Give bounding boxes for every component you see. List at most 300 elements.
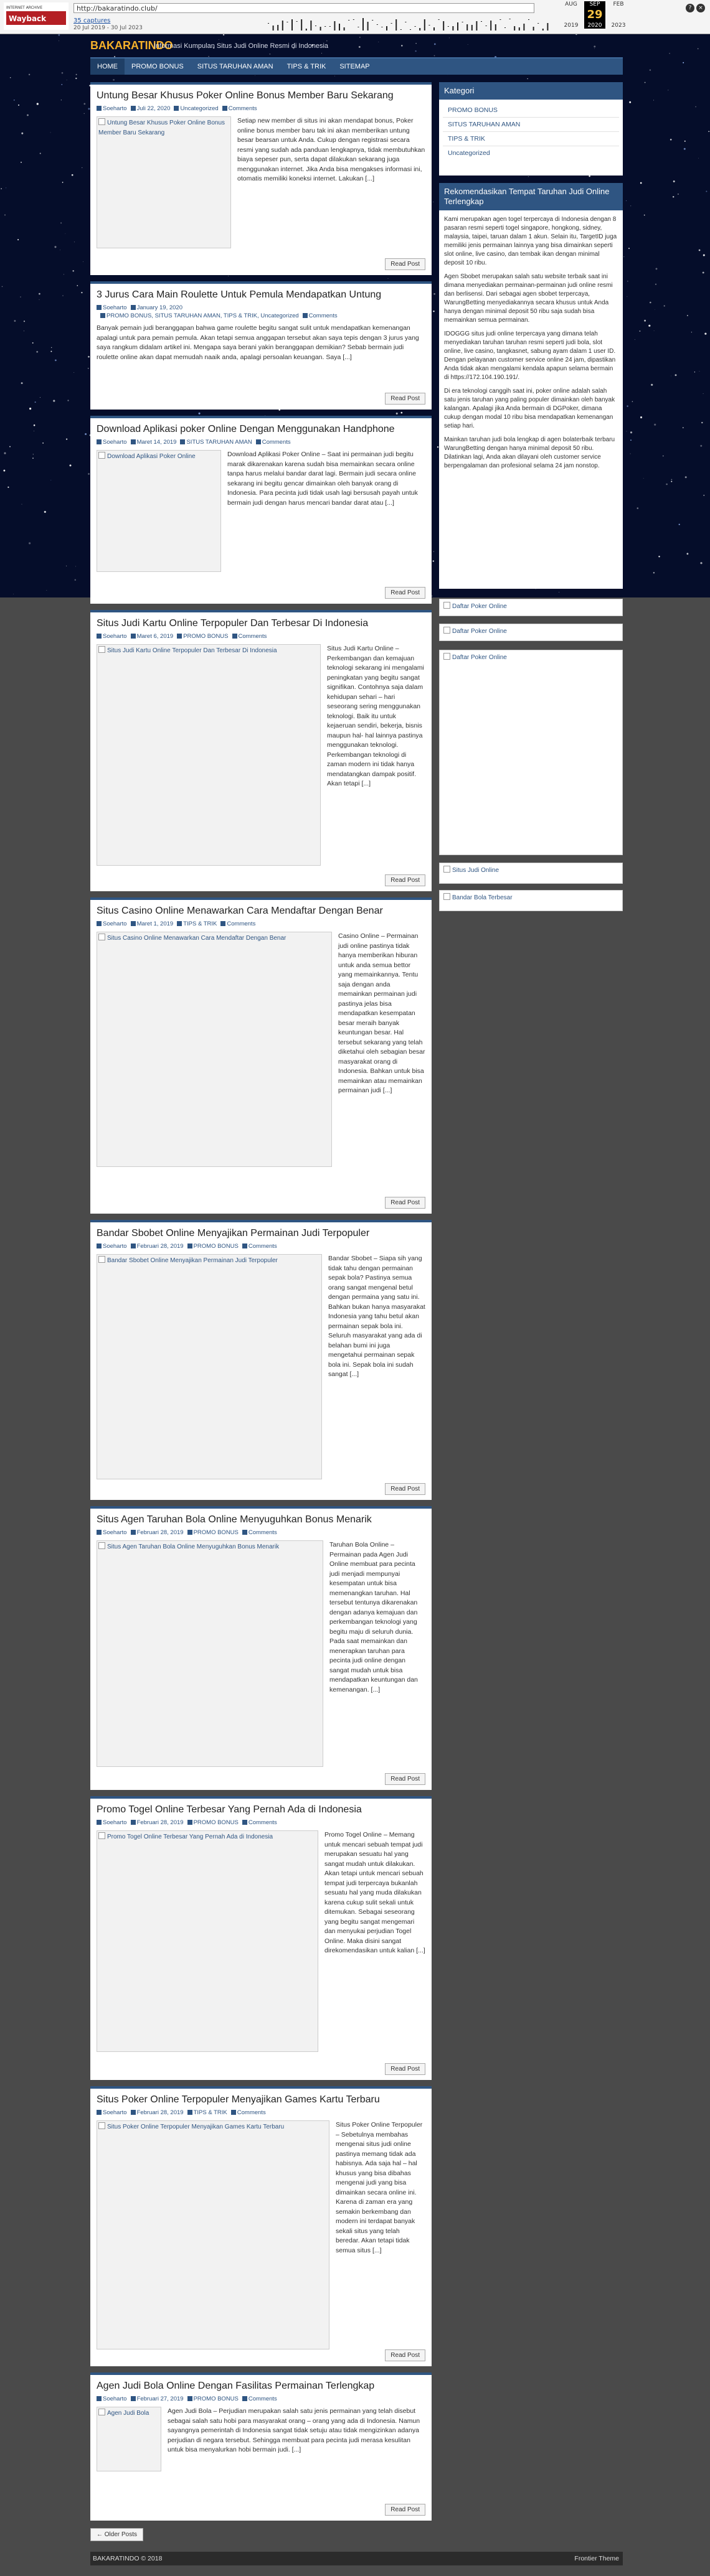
- star: [654, 330, 655, 331]
- broken-image-icon: [443, 866, 450, 873]
- post-thumbnail[interactable]: Situs Casino Online Menawarkan Cara Mendaftar Dengan Benar: [97, 932, 332, 1167]
- star: [62, 295, 63, 296]
- post-title[interactable]: Promo Togel Online Terbesar Yang Pernah Ada di Indonesia: [97, 1804, 362, 1815]
- post-comments[interactable]: Comments: [262, 439, 291, 446]
- post-body: [97, 932, 425, 1096]
- post-title[interactable]: Agen Judi Bola Online Dengan Fasilitas Permainan Terlengkap: [97, 2381, 375, 2391]
- post-author[interactable]: Soeharto: [103, 105, 127, 112]
- site-title[interactable]: BAKARATINDO: [90, 39, 173, 52]
- post-comments[interactable]: Comments: [308, 312, 338, 319]
- post-thumbnail[interactable]: Download Aplikasi Poker Online: [97, 450, 221, 572]
- banner-situs-judi-online[interactable]: Situs Judi Online: [439, 863, 623, 884]
- author-icon: [97, 634, 102, 639]
- post-card: [90, 1220, 432, 1500]
- post-date[interactable]: January 19, 2020: [136, 304, 182, 311]
- post-author[interactable]: Soeharto: [103, 1529, 127, 1536]
- read-more-button[interactable]: Read Post: [385, 258, 425, 270]
- star: [673, 180, 675, 182]
- post-date[interactable]: Februari 28, 2019: [136, 2109, 184, 2116]
- star: [703, 254, 705, 256]
- star: [73, 372, 74, 373]
- capture-bar: [490, 21, 491, 30]
- comment-icon: [232, 634, 237, 639]
- category-link-situs-taruhan-aman[interactable]: SITUS TARUHAN AMAN: [443, 118, 619, 132]
- star: [658, 556, 660, 557]
- post-author[interactable]: Soeharto: [103, 920, 127, 927]
- star: [651, 384, 653, 386]
- post-comments[interactable]: Comments: [228, 105, 257, 112]
- broken-image-icon: [443, 893, 450, 900]
- post-excerpt: Bandar Sbobet – Siapa sih yang tidak tahu dengan permainan sepak bola? Pastinya semua orang sangat mengenal betul dengan permaina yang satu ini. Bahkan bukan hanya masyarakat Indonesia yang tahu betul akan permainan sepak bola ini. Seluruh masyarakat yang ada di belahan bumi ini juga mengetahui permainan sepak bola ini. Sepak bola ini sudah sangat [...]: [328, 1255, 425, 1378]
- capture-bar: [377, 24, 378, 25]
- star: [703, 272, 704, 274]
- post-date[interactable]: Februari 28, 2019: [136, 1243, 184, 1250]
- star: [644, 320, 646, 322]
- capture-bar: [277, 25, 278, 30]
- star: [669, 53, 670, 54]
- star: [433, 293, 435, 295]
- post-excerpt: Banyak pemain judi beranggapan bahwa game roulette begitu sangat sulit untuk mendapatkan kemenangan apalagi untuk para pemain pemula. Akan tetapi semua anggapan tersebut akan saya tepis dengan 3 jurus yang saya rangkum didalam artikel ini. Mengapa saya berani yakin beranggapan demikian? Sebab bermain judi roulette online akan dapat memudah naaik anda, apalagi persoalan keuangan. Saya [...]: [97, 324, 419, 361]
- older-posts-button[interactable]: ← Older Posts: [90, 2528, 143, 2541]
- capture-bar: [471, 25, 473, 30]
- post-categories[interactable]: PROMO BONUS: [193, 1529, 239, 1536]
- category-link-promo-bonus[interactable]: PROMO BONUS: [443, 103, 619, 118]
- post-author[interactable]: Soeharto: [103, 2109, 127, 2116]
- post-author[interactable]: Soeharto: [103, 439, 127, 446]
- capture-bar: [372, 20, 373, 21]
- post-date[interactable]: Februari 27, 2019: [136, 2396, 184, 2402]
- star: [700, 562, 702, 564]
- capture-bar: [481, 21, 482, 22]
- post-title[interactable]: Situs Poker Online Terpopuler Menyajikan Games Kartu Terbaru: [97, 2094, 380, 2105]
- post-title[interactable]: Bandar Sbobet Online Menyajikan Permainan Judi Terpopuler: [97, 1228, 370, 1239]
- wayback-toolbar: [0, 0, 710, 34]
- post-card: [90, 281, 432, 410]
- star: [434, 55, 435, 57]
- star: [629, 101, 631, 103]
- post-excerpt: Setiap new member di situs ini akan mendapat bonus, Poker online bonus member baru tak ini akan memberikan untung besar bearsan untuk Anda. Cukup dengan registrasi secara resmi yang sudah ada panduan lengkapnya, tidak membutuhkan biaya sepeser pun, serta dapat dilakukan sekarang juga menggunakan internet. Jika Anda bisa mengakses informasi ini, otomatis memiliki koneksi internet. Lakukan [...]: [237, 117, 425, 182]
- author-icon: [97, 1244, 102, 1248]
- nav-home[interactable]: HOME: [90, 59, 125, 75]
- star: [58, 34, 60, 36]
- post-body: [97, 1540, 425, 1695]
- post-thumbnail[interactable]: Agen Judi Bola: [97, 2407, 161, 2471]
- post-comments[interactable]: Comments: [248, 2396, 277, 2402]
- capture-bar: [428, 25, 430, 26]
- capture-bar: [452, 26, 453, 30]
- capture-bar: [499, 19, 501, 20]
- star: [55, 360, 57, 362]
- author-icon: [97, 921, 102, 926]
- nav-promo-bonus[interactable]: PROMO BONUS: [131, 63, 184, 70]
- capture-bar: [433, 27, 435, 30]
- star: [39, 293, 40, 295]
- star: [88, 368, 89, 369]
- star: [39, 299, 40, 300]
- author-icon: [97, 305, 102, 310]
- star: [32, 457, 34, 459]
- star: [3, 470, 5, 472]
- star: [703, 393, 704, 394]
- capture-bar: [415, 26, 416, 27]
- star: [4, 452, 6, 454]
- post-categories[interactable]: PROMO BONUS, SITUS TARUHAN AMAN, TIPS & TRIK, Uncategorized: [107, 312, 299, 319]
- star: [437, 446, 438, 447]
- post-title[interactable]: Untung Besar Khusus Poker Online Bonus Member Baru Sekarang: [97, 90, 394, 101]
- banner-daftar-poker-online[interactable]: Daftar Poker Online: [439, 599, 623, 616]
- post-categories[interactable]: PROMO BONUS: [193, 1819, 239, 1826]
- star: [675, 374, 677, 376]
- star: [671, 479, 673, 480]
- comment-icon: [256, 439, 261, 444]
- banner-bandar-bola-terbesar[interactable]: Bandar Bola Terbesar: [439, 890, 623, 911]
- post-categories[interactable]: PROMO BONUS: [193, 2396, 239, 2402]
- post-thumbnail[interactable]: Situs Agen Taruhan Bola Online Menyuguhkan Bonus Menarik: [97, 1540, 323, 1767]
- post-meta: [97, 2395, 425, 2403]
- post-comments[interactable]: Comments: [248, 1243, 277, 1250]
- capture-bar: [419, 28, 420, 30]
- folder-icon: [187, 1820, 192, 1825]
- post-comments[interactable]: Comments: [237, 2109, 266, 2116]
- read-more-button[interactable]: Read Post: [385, 2349, 425, 2361]
- post-title[interactable]: Download Aplikasi poker Online Dengan Menggunakan Handphone: [97, 424, 395, 434]
- star: [433, 551, 434, 552]
- calendar-icon: [131, 1244, 136, 1248]
- nav-tips-trik[interactable]: TIPS & TRIK: [286, 63, 326, 70]
- star: [687, 315, 688, 316]
- post-categories[interactable]: TIPS & TRIK: [183, 920, 217, 927]
- star: [639, 330, 640, 332]
- star: [654, 424, 656, 426]
- star: [699, 250, 701, 251]
- post-author[interactable]: Soeharto: [103, 633, 127, 640]
- post-thumbnail[interactable]: Situs Poker Online Terpopuler Menyajikan Games Kartu Terbaru: [97, 2120, 329, 2349]
- post-card: [90, 1796, 432, 2080]
- post-comments[interactable]: Comments: [248, 1819, 277, 1826]
- post-author[interactable]: Soeharto: [103, 2396, 127, 2402]
- post-categories[interactable]: PROMO BONUS: [193, 1243, 239, 1250]
- capture-bar: [547, 23, 548, 30]
- star: [29, 408, 31, 410]
- post-date[interactable]: Maret 6, 2019: [136, 633, 174, 640]
- star: [527, 78, 528, 79]
- post-date[interactable]: Juli 22, 2020: [136, 105, 171, 112]
- recommendation-text: Mainkan taruhan judi bola lengkap di agen bolaterbaik terbaru WarungBetting dengan hanya minimal deposit 50 ribu. Dilatinkan lagi, Anda akan dilayani oleh customer service berpengalaman dan profesional selama 24 jam nonstop.: [444, 436, 615, 469]
- capture-bar: [519, 27, 520, 30]
- post-comments[interactable]: Comments: [248, 1529, 277, 1536]
- star: [640, 416, 642, 418]
- read-more-button[interactable]: Read Post: [385, 393, 425, 405]
- capture-bar: [296, 21, 298, 22]
- comment-icon: [220, 921, 225, 926]
- star: [683, 62, 684, 63]
- post-author[interactable]: Soeharto: [103, 1819, 127, 1826]
- post-card: [90, 2086, 432, 2366]
- star: [7, 487, 9, 488]
- post-date[interactable]: Maret 14, 2019: [136, 439, 177, 446]
- star: [632, 401, 633, 402]
- broken-image-icon: [98, 452, 105, 459]
- folder-icon: [180, 439, 185, 444]
- calendar-icon: [131, 2396, 136, 2401]
- star: [684, 148, 686, 150]
- star: [9, 446, 11, 447]
- capture-bar: [334, 21, 335, 30]
- capture-bar: [537, 23, 539, 24]
- capture-bar: [310, 21, 311, 30]
- star: [18, 105, 19, 106]
- star: [21, 504, 22, 505]
- capture-bar: [457, 22, 458, 30]
- star: [643, 478, 644, 479]
- post-body: [97, 2407, 425, 2455]
- post-excerpt: Casino Online – Permainan judi online pastinya tidak hanya memberikan hiburan untuk anda semua bettor yang memainkannya. Tentu saja dengan anda memainkan permainan judi pastinya jelas bisa mendapatkan kesempatan besar meraih banyak keuntungan besar. Hal tersebut sekarang yang telah diketahui oleh sebagian besar masyarakat orang di Indonesia. Bahkan untuk bisa memainkan atau memainkan permainan judi [...]: [338, 932, 425, 1094]
- star: [630, 205, 631, 206]
- month-prev[interactable]: AUG 2019: [564, 1, 579, 29]
- capture-bar: [301, 19, 302, 30]
- post-comments[interactable]: Comments: [238, 633, 267, 640]
- post-date[interactable]: Februari 28, 2019: [136, 1819, 184, 1826]
- capture-bar: [424, 19, 425, 30]
- capture-bar: [291, 19, 293, 30]
- star: [44, 511, 46, 513]
- folder-icon: [187, 2110, 192, 2115]
- site-footer: [90, 2552, 623, 2565]
- star: [223, 34, 224, 35]
- author-icon: [97, 439, 102, 444]
- post-meta: [97, 304, 425, 320]
- star: [684, 141, 686, 142]
- star: [62, 182, 64, 183]
- post-date[interactable]: Februari 28, 2019: [136, 1529, 184, 1536]
- post-comments[interactable]: Comments: [227, 920, 256, 927]
- star: [698, 48, 699, 49]
- month-current: SEP 29 2020: [584, 1, 605, 29]
- star: [627, 296, 628, 297]
- star: [83, 103, 85, 105]
- post-categories[interactable]: SITUS TARUHAN AMAN: [186, 439, 252, 446]
- category-link-uncategorized[interactable]: Uncategorized: [448, 149, 490, 157]
- star: [4, 214, 6, 215]
- read-more-button[interactable]: Read Post: [385, 2063, 425, 2075]
- star: [695, 106, 696, 108]
- post-thumbnail[interactable]: Untung Besar Khusus Poker Online Bonus Member Baru Sekarang: [97, 116, 231, 248]
- broken-image-icon: [98, 1542, 105, 1549]
- star: [72, 270, 74, 272]
- star: [627, 405, 628, 406]
- post-meta: [97, 1529, 425, 1537]
- author-icon: [97, 1530, 102, 1535]
- star: [50, 351, 52, 352]
- post-title[interactable]: Situs Casino Online Menawarkan Cara Mendaftar Dengan Benar: [97, 906, 383, 916]
- capture-bar: [514, 26, 515, 30]
- star: [648, 325, 650, 327]
- star: [528, 176, 529, 177]
- read-more-button[interactable]: Read Post: [385, 1483, 425, 1495]
- post-title[interactable]: 3 Jurus Cara Main Roulette Untuk Pemula Mendapatkan Untung: [97, 289, 382, 300]
- star: [698, 158, 699, 159]
- star: [433, 560, 434, 561]
- capture-bar: [395, 19, 397, 30]
- capture-bar: [410, 29, 411, 30]
- star: [74, 241, 75, 242]
- calendar-icon: [131, 921, 136, 926]
- nav-situs-taruhan-aman[interactable]: SITUS TARUHAN AMAN: [197, 63, 273, 70]
- post-categories[interactable]: PROMO BONUS: [183, 633, 229, 640]
- calendar-icon: [131, 106, 136, 111]
- capture-bar: [282, 21, 283, 30]
- post-excerpt: Download Aplikasi Poker Online – Saat ini permainan judi begitu marak dikarenakan karena sudah bisa memainkan secara online tanpa harus melalui bandar darat lagi. Bermain judi secara online sekarang ini begitu gencar dimainkan oleh banyak orang di Indonesia. Para pecinta judi tidak usah lagi bersusah payah untuk bermain judi dengan harus mencari bandar darat atau [...]: [227, 451, 418, 507]
- banner-daftar-poker-online[interactable]: Daftar Poker Online: [439, 650, 623, 855]
- recommendation-widget: [439, 183, 623, 589]
- star: [75, 579, 77, 581]
- capture-sparkline[interactable]: [268, 17, 554, 30]
- calendar-icon: [131, 1530, 136, 1535]
- star: [37, 103, 39, 105]
- star: [62, 72, 64, 74]
- author-icon: [97, 1820, 102, 1825]
- star: [396, 413, 398, 415]
- post-thumbnail[interactable]: Situs Judi Kartu Online Terpopuler Dan Terbesar Di Indonesia: [97, 644, 321, 866]
- star: [34, 424, 36, 426]
- star: [199, 413, 201, 415]
- star: [400, 412, 402, 414]
- post-meta: [97, 632, 425, 640]
- capture-bar: [362, 18, 364, 30]
- star: [77, 285, 78, 286]
- star: [656, 268, 658, 269]
- post-meta: [97, 438, 425, 446]
- svg-text:Wayback: Wayback: [9, 14, 47, 23]
- broken-image-icon: [98, 934, 105, 940]
- nav-sitemap[interactable]: SITEMAP: [339, 63, 370, 70]
- read-more-button[interactable]: Read Post: [385, 2504, 425, 2516]
- author-icon: [97, 106, 102, 111]
- post-author[interactable]: Soeharto: [103, 1243, 127, 1250]
- post-excerpt: Taruhan Bola Online – Permainan pada Agen Judi Online membuat para pecinta judi menjadi mempunyai kesempatan untuk bisa memenangkan taruhan. Hal tersebut tentunya dikarenakan dengan adanya kemajuan dan perkembangan teknologi yang begitu maju di seluruh dunia. Pada saat memainkan dan menerapkan taruhan para pecinta judi online dengan sangat mudah untuk bisa mendapatkan keuntungan dan kemenangan. [...]: [329, 1541, 418, 1693]
- widget-title: Rekomendasikan Tempat Taruhan Judi Online Terlengkap: [439, 183, 623, 210]
- star: [21, 382, 23, 384]
- star: [32, 342, 34, 344]
- star: [630, 431, 632, 433]
- post-meta: [97, 920, 425, 928]
- capture-bar: [367, 22, 369, 30]
- post-date[interactable]: Maret 1, 2019: [136, 920, 174, 927]
- post-body: [97, 116, 425, 184]
- star: [703, 495, 704, 496]
- capture-bar: [495, 24, 496, 30]
- category-link-tips-trik[interactable]: TIPS & TRIK: [443, 132, 619, 146]
- star: [29, 542, 31, 544]
- star: [704, 333, 706, 335]
- calendar-icon: [131, 439, 136, 444]
- star: [40, 153, 41, 154]
- post-title[interactable]: Situs Agen Taruhan Bola Online Menyuguhkan Bonus Menarik: [97, 1514, 372, 1525]
- star: [42, 443, 44, 444]
- close-icon[interactable]: ×: [696, 4, 705, 12]
- banner-daftar-poker-online[interactable]: Daftar Poker Online: [439, 624, 623, 641]
- star: [666, 484, 668, 485]
- post-card: [90, 82, 432, 275]
- author-icon: [97, 2396, 102, 2401]
- post-card: [90, 1506, 432, 1790]
- calendar-icon: [131, 2110, 136, 2115]
- comment-icon: [222, 106, 227, 111]
- post-meta: [97, 1819, 425, 1827]
- star: [650, 302, 651, 304]
- star: [29, 74, 30, 75]
- star: [334, 76, 335, 77]
- post-categories[interactable]: Uncategorized: [180, 105, 219, 112]
- star: [683, 427, 684, 428]
- read-more-button[interactable]: Read Post: [385, 1773, 425, 1785]
- help-icon[interactable]: ?: [686, 4, 694, 12]
- star: [645, 82, 646, 83]
- capture-bar: [476, 21, 477, 30]
- folder-icon: [174, 106, 179, 111]
- read-more-button[interactable]: Read Post: [385, 874, 425, 886]
- star: [678, 194, 679, 195]
- star: [21, 133, 23, 134]
- star: [62, 84, 63, 85]
- recommendation-text: Kami merupakan agen togel terpercaya di Indonesia dengan 8 pasaran resmi seperti togel singapore, hongkong, sidney, malaysia, taipei, taruan dalam 1 akun. Selain itu, TargetID juga memiliki jenis permainan lainnya yang bisa dimainkan seperti slot online, live casino, dan tembak ikan dengan minimal deposit 10 ribu.: [444, 216, 617, 266]
- broken-image-icon: [98, 1832, 105, 1839]
- capture-bar: [438, 19, 440, 20]
- wayback-logo[interactable]: [4, 2, 69, 30]
- url-input[interactable]: http://bakaratindo.club/: [73, 3, 534, 13]
- recommendation-text: Di era teknologi canggih saat ini, poker online adalah salah satu jenis taruhan yang paling populer dimainkan oleh banyak kalangan. Apalagi jika Anda bermain di DGPoker, dimana cukup dengan modal 10 ribu bisa mendapatkan kemenangan setiap hari.: [444, 388, 615, 429]
- post-meta: [97, 1242, 425, 1250]
- star: [35, 401, 36, 403]
- star: [670, 139, 672, 141]
- folder-icon: [187, 2396, 192, 2401]
- post-thumbnail[interactable]: Bandar Sbobet Online Menyajikan Permainan Judi Terpopuler: [97, 1254, 322, 1479]
- site-description: Informasi Kumpulan Situs Judi Online Resmi di Indonesia: [154, 42, 329, 50]
- post-excerpt: Agen Judi Bola – Perjudian merupakan salah satu jenis permainan yang telah disebut sebagai salah satu hobi para masyarakat orang – orang yang ada di Indonesia. Namun sayangnya pemerintah di Indonesia sangat tidak setuju atau tidak mengizinkan adanya perjudian di negara tersebut. Sehingga membuat para pecinta judi merasa kesulitan untuk bisa menyalurkan hobi bermain judi. [...]: [168, 2407, 420, 2453]
- star: [60, 222, 62, 223]
- star: [685, 476, 687, 478]
- star: [21, 162, 22, 163]
- star: [20, 296, 21, 297]
- read-more-button[interactable]: Read Post: [385, 587, 425, 599]
- read-more-button[interactable]: Read Post: [385, 1197, 425, 1209]
- post-meta: [97, 105, 425, 113]
- folder-icon: [187, 1530, 192, 1535]
- capture-bar: [400, 29, 402, 30]
- post-thumbnail[interactable]: Promo Togel Online Terbesar Yang Pernah Ada di Indonesia: [97, 1830, 318, 2052]
- footer-theme-link[interactable]: Frontier Theme: [574, 2555, 619, 2562]
- capture-bar: [324, 26, 326, 27]
- post-title[interactable]: Situs Judi Kartu Online Terpopuler Dan Terbesar Di Indonesia: [97, 618, 369, 629]
- post-categories[interactable]: TIPS & TRIK: [193, 2109, 227, 2116]
- star: [67, 400, 69, 401]
- star: [36, 351, 38, 353]
- broken-image-icon: [98, 646, 105, 653]
- star: [50, 132, 51, 133]
- star: [671, 481, 672, 482]
- captures-link[interactable]: 35 captures: [73, 17, 111, 24]
- star: [2, 286, 3, 288]
- capture-bar: [391, 23, 392, 24]
- capture-bar: [528, 19, 529, 20]
- star: [14, 320, 16, 322]
- folder-icon: [177, 634, 182, 639]
- star: [653, 572, 655, 573]
- star: [14, 100, 15, 101]
- post-author[interactable]: Soeharto: [103, 304, 127, 311]
- calendar-icon: [131, 305, 136, 310]
- month-next[interactable]: FEB 2023: [611, 1, 626, 29]
